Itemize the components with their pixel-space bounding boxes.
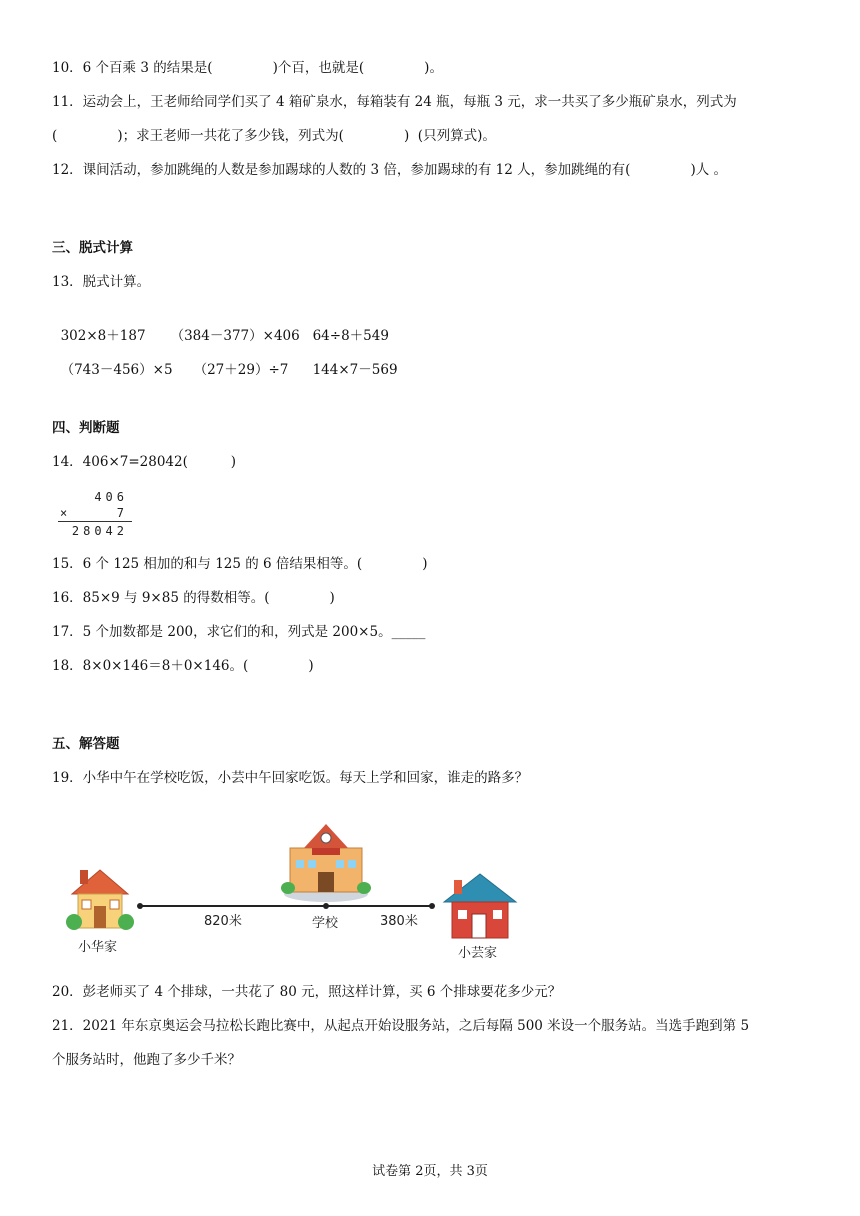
xiaoyun-house-icon bbox=[444, 874, 516, 938]
route-point-xiaoyun bbox=[429, 903, 435, 909]
question-11-line2: ( )；求王老师一共花了多少钱，列式为( ) (只列算式)。 bbox=[52, 128, 496, 144]
route-point-school bbox=[323, 903, 329, 909]
school-building-icon bbox=[281, 824, 371, 902]
multiplier: 7 bbox=[116, 506, 128, 520]
label-xiaoyun-home: 小芸家 bbox=[458, 946, 498, 961]
vertical-multiplication bbox=[56, 488, 134, 544]
question-13: 13．脱式计算。 bbox=[52, 274, 151, 290]
question-10: 10．6 个百乘 3 的结果是( )个百，也就是( )。 bbox=[52, 60, 443, 76]
calc-expression: （743－456）×5 bbox=[60, 362, 173, 378]
question-18: 18．8×0×146＝8＋0×146。( ) bbox=[52, 658, 314, 674]
calc-expression: （384－377）×406 bbox=[170, 328, 300, 344]
question-21-line2: 个服务站时，他跑了多少千米？ bbox=[52, 1052, 241, 1068]
label-xiaohua-home: 小华家 bbox=[78, 940, 118, 955]
label-distance-820: 820米 bbox=[204, 914, 242, 929]
sum-rule bbox=[58, 521, 132, 522]
question-16: 16．85×9 与 9×85 的得数相等。( ) bbox=[52, 590, 335, 606]
question-11-line1: 11．运动会上，王老师给同学们买了 4 箱矿泉水，每箱装有 24 瓶，每瓶 3 元，求一共买了多少瓶矿泉水，列式为 bbox=[52, 94, 737, 110]
calc-expression: 302×8＋187 bbox=[60, 328, 146, 344]
route-diagram bbox=[60, 818, 530, 966]
times-sign: × bbox=[60, 506, 72, 520]
question-15: 15．6 个 125 相加的和与 125 的 6 倍结果相等。( ) bbox=[52, 556, 428, 572]
section-5-heading: 五、解答题 bbox=[52, 736, 120, 752]
label-school: 学校 bbox=[312, 916, 339, 931]
xiaohua-house-icon bbox=[66, 870, 134, 930]
page-footer: 试卷第 2页，共 3页 bbox=[372, 1164, 488, 1179]
question-17: 17．5 个加数都是 200，求它们的和，列式是 200×5。_____ bbox=[52, 624, 426, 640]
calc-row-2 bbox=[52, 340, 398, 380]
question-12: 12．课间活动，参加跳绳的人数是参加踢球的人数的 3 倍，参加踢球的有 12 人，参加跳绳的有( )人 。 bbox=[52, 162, 728, 178]
question-19: 19．小华中午在学校吃饭，小芸中午回家吃饭。每天上学和回家，谁走的路多？ bbox=[52, 770, 529, 786]
calc-expression: （27＋29）÷7 bbox=[193, 362, 289, 378]
section-3-heading: 三、脱式计算 bbox=[52, 240, 133, 256]
multiplicand: 406 bbox=[94, 490, 128, 504]
section-4-heading: 四、判断题 bbox=[52, 420, 120, 436]
question-14: 14．406×7=28042( ) bbox=[52, 454, 237, 470]
route-point-xiaohua bbox=[137, 903, 143, 909]
question-21-line1: 21．2021 年东京奥运会马拉松长跑比赛中，从起点开始设服务站，之后每隔 500 米设一个服务站。当选手跑到第 5 bbox=[52, 1018, 750, 1034]
calc-expression: 64÷8＋549 bbox=[312, 328, 389, 344]
label-distance-380: 380米 bbox=[380, 914, 418, 929]
calc-expression: 144×7－569 bbox=[312, 362, 398, 378]
product: 28042 bbox=[71, 524, 128, 538]
question-20: 20．彭老师买了 4 个排球，一共花了 80 元，照这样计算，买 6 个排球要花多少元？ bbox=[52, 984, 562, 1000]
